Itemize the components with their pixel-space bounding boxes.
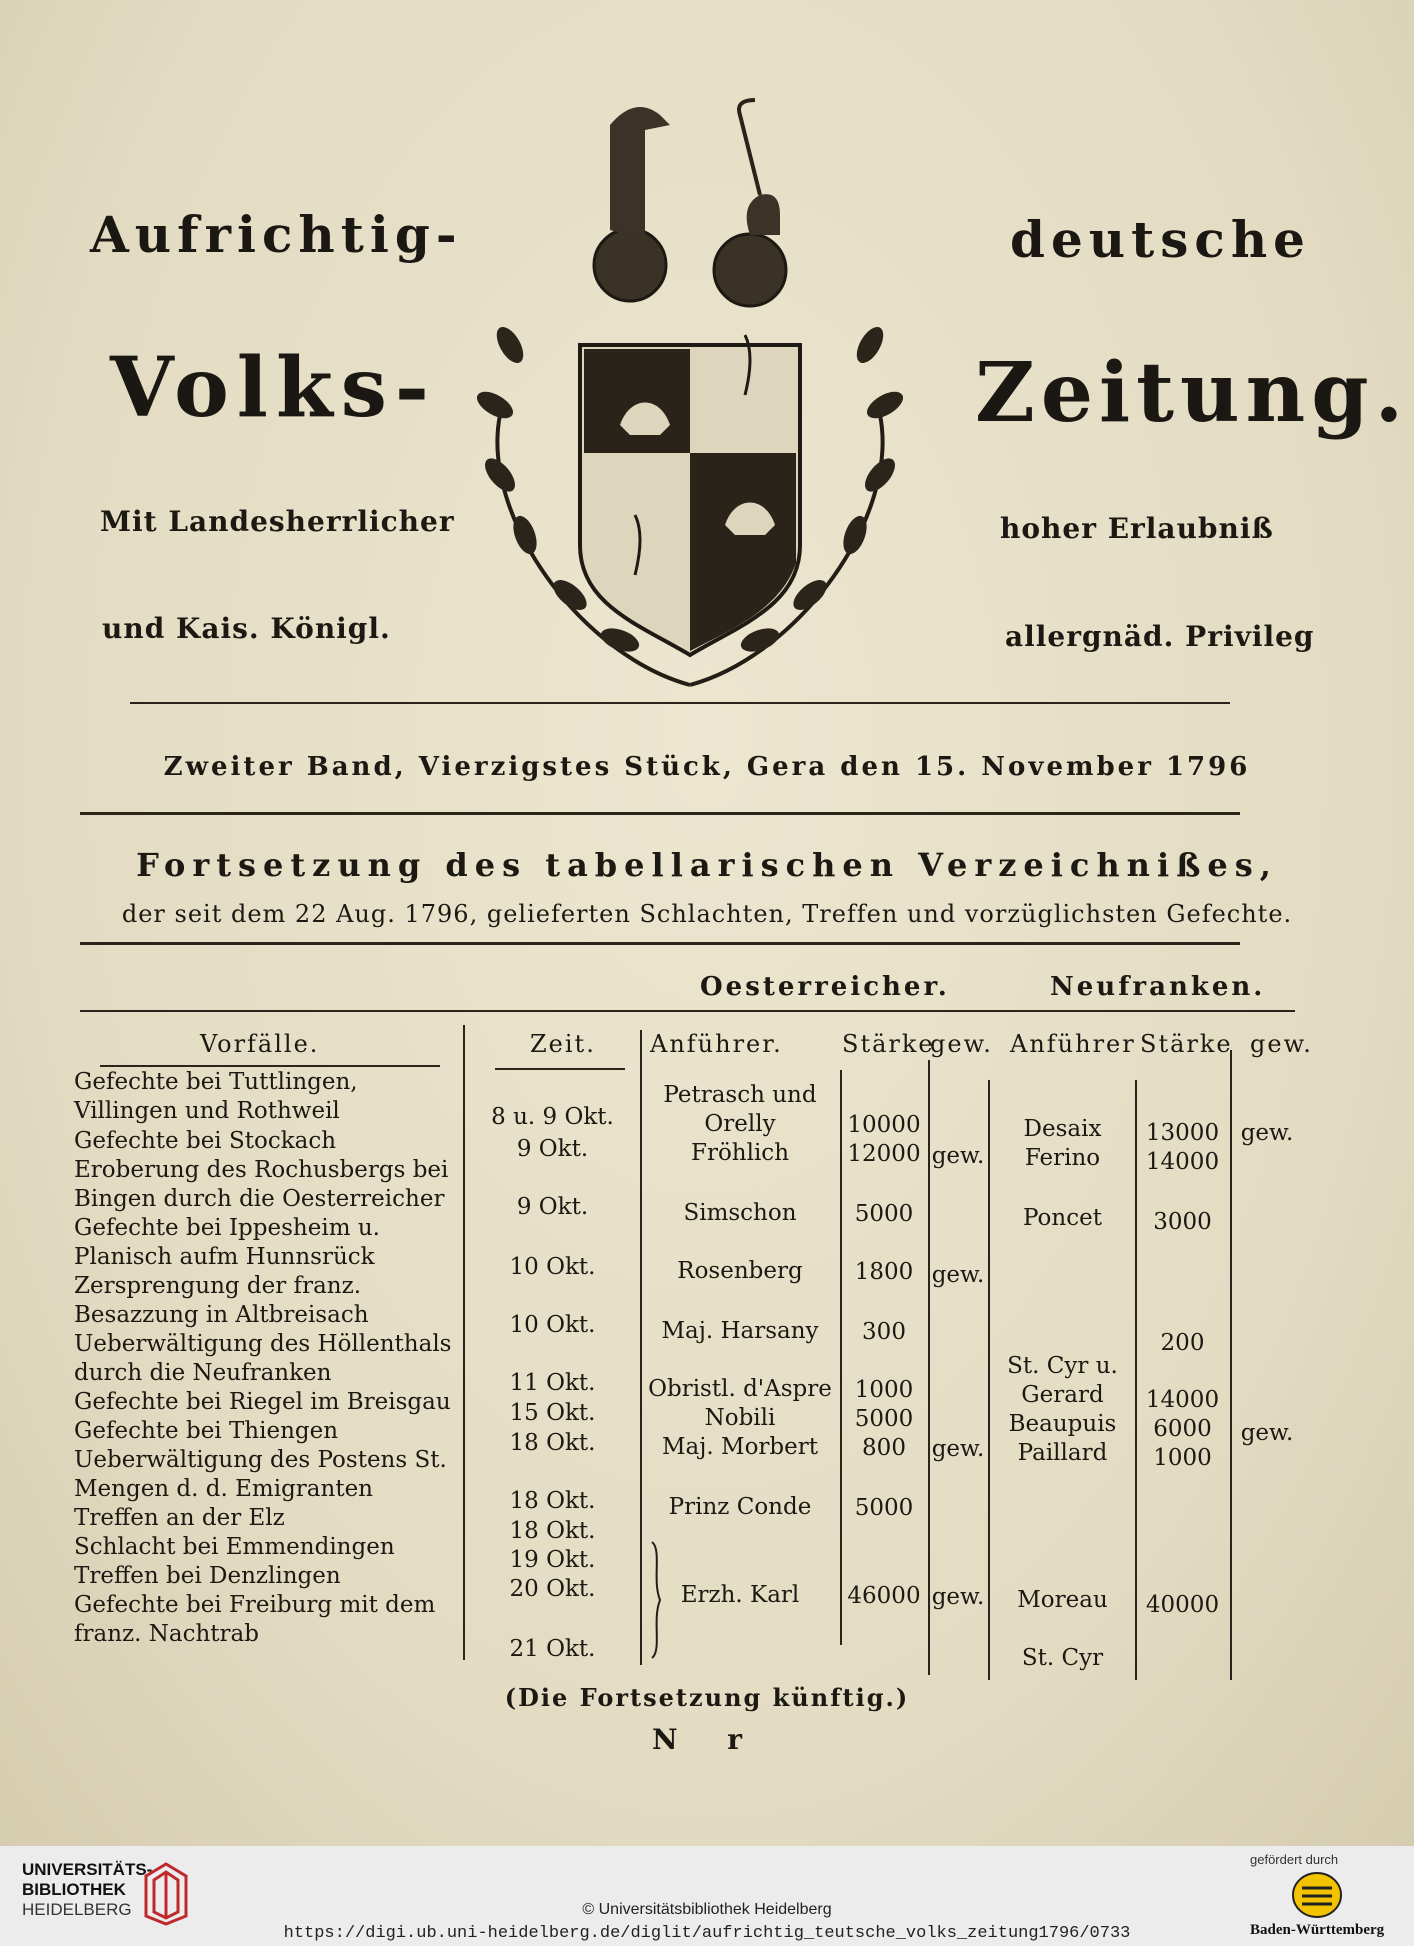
strength-austrians-cell: 1000: [854, 1377, 914, 1403]
leader-franks-cell: Ferino: [1024, 1145, 1101, 1171]
strength-austrians-cell: 12000: [847, 1141, 921, 1167]
leader-franks-cell: Paillard: [1017, 1440, 1108, 1466]
leader-franks-cell: Poncet: [1023, 1205, 1102, 1231]
library-line-3: HEIDELBERG: [22, 1900, 132, 1919]
strength-austrians-cell: 300: [862, 1319, 906, 1345]
time-cell: 8 u. 9 Okt.: [491, 1104, 614, 1130]
strength-franks-cell: 14000: [1145, 1149, 1220, 1175]
won-franks-cell: gew.: [1240, 1420, 1294, 1446]
leader-franks-cell: Moreau: [1017, 1587, 1108, 1613]
won-franks-cell: gew.: [1240, 1120, 1294, 1146]
time-cell: 9 Okt.: [516, 1194, 589, 1220]
strength-franks-cell: 1000: [1153, 1445, 1212, 1471]
rule-issue: [80, 812, 1240, 815]
privilege-right-1: hoher Erlaubniß: [1000, 512, 1274, 545]
rule-col-time: [495, 1068, 625, 1070]
source-url[interactable]: https://digi.ub.uni-heidelberg.de/diglit/aufrichtig_teutsche_volks_zeitung1796/0733: [283, 1924, 1131, 1943]
time-cell: 11 Okt.: [509, 1370, 596, 1396]
strength-austrians-cell: 5000: [854, 1201, 914, 1227]
leader-austrians-cell: Simschon: [683, 1200, 797, 1226]
col-leader-franks: Anführer: [1010, 1030, 1136, 1058]
event-row: Gefechte bei Tuttlingen, Villingen und Rothweil: [74, 1069, 358, 1124]
privilege-right-2: allergnäd. Privileg: [1005, 620, 1315, 653]
time-cell: 19 Okt.: [509, 1547, 596, 1573]
col-strength-franks: Stärke: [1140, 1030, 1233, 1058]
copyright-text: © Universitätsbibliothek Heidelberg: [582, 1901, 832, 1918]
strength-franks-cell: 200: [1160, 1330, 1205, 1356]
masthead-title-left-big: Volks-: [110, 340, 437, 436]
signature-mark: N r: [651, 1723, 763, 1756]
won-austrians-cell: gew.: [931, 1436, 985, 1462]
event-row: Gefechte bei Stockach: [74, 1128, 337, 1154]
event-row: Schlacht bei Emmendingen: [74, 1534, 395, 1560]
time-cell: 9 Okt.: [516, 1136, 589, 1162]
strength-austrians-cell: 46000: [847, 1583, 921, 1609]
time-cell: 10 Okt.: [509, 1312, 596, 1338]
strength-franks-cell: 3000: [1153, 1209, 1212, 1235]
col-won-austrians: gew.: [930, 1030, 993, 1058]
leader-franks-cell: Beaupuis: [1008, 1411, 1117, 1437]
event-row: Treffen an der Elz: [74, 1505, 285, 1531]
leader-austrians-cell: Maj. Morbert: [662, 1434, 818, 1460]
col-won-franks: gew.: [1250, 1030, 1313, 1058]
strength-franks-cell: 40000: [1145, 1592, 1220, 1618]
coat-of-arms-icon: [460, 95, 920, 695]
leader-austrians-cell: Obristl. d'Aspre: [648, 1376, 832, 1402]
leader-franks-cell: St. Cyr: [1021, 1645, 1104, 1671]
event-row: Ueberwältigung des Postens St. Mengen d. d. Emigranten: [74, 1447, 447, 1502]
masthead-title-right-top: deutsche: [1010, 210, 1311, 269]
funded-by-label: gefördert durch: [1250, 1852, 1339, 1867]
time-cell: 15 Okt.: [509, 1400, 596, 1426]
strength-austrians-cell: 5000: [854, 1406, 914, 1432]
time-cell: 20 Okt.: [509, 1576, 596, 1602]
won-austrians-cell: gew.: [931, 1143, 985, 1169]
strength-franks-cell: 14000: [1145, 1387, 1220, 1413]
time-cell: 10 Okt.: [509, 1254, 596, 1280]
col-events: Vorfälle.: [200, 1030, 320, 1058]
article-subheading: der seit dem 22 Aug. 1796, gelieferten Schlachten, Treffen und vorzüglichsten Gefechte.: [121, 900, 1293, 928]
event-row: Gefechte bei Thiengen: [74, 1418, 339, 1444]
state-emblem-icon: [1290, 1870, 1344, 1920]
leader-austrians-cell: Fröhlich: [690, 1140, 790, 1166]
time-cell: 21 Okt.: [509, 1636, 596, 1662]
time-cell: 18 Okt.: [509, 1430, 596, 1456]
time-cell: 18 Okt.: [509, 1518, 596, 1544]
event-row: Ueberwältigung des Höllenthals durch die Neufranken: [74, 1331, 452, 1386]
privilege-left-1: Mit Landesherrlicher: [100, 505, 455, 538]
event-row: Zersprengung der franz. Besazzung in Altbreisach: [74, 1273, 369, 1328]
leader-franks-cell: Gerard: [1021, 1382, 1104, 1408]
strength-austrians-cell: 800: [862, 1435, 906, 1461]
col-strength-austrians: Stärke: [842, 1030, 935, 1058]
group-austrians: Oesterreicher.: [700, 972, 950, 1002]
leader-austrians-cell: Rosenberg: [677, 1258, 803, 1284]
state-name: Baden-Württemberg: [1250, 1922, 1385, 1938]
col-time: Zeit.: [530, 1030, 596, 1058]
leader-austrians-cell: Erzh. Karl: [680, 1582, 800, 1608]
leader-austrians-cell: Nobili: [704, 1405, 776, 1431]
leader-franks-cell: Desaix: [1023, 1116, 1102, 1142]
masthead-title-right-big: Zeitung.: [975, 345, 1410, 441]
rule-group: [80, 1010, 1295, 1012]
library-line-2: BIBLIOTHEK: [22, 1880, 126, 1899]
col-leader-austrians: Anführer.: [650, 1030, 783, 1058]
continuation-note: (Die Fortsetzung künftig.): [504, 1683, 910, 1712]
event-row: Gefechte bei Freiburg mit dem franz. Nachtrab: [74, 1592, 436, 1647]
library-line-1: UNIVERSITÄTS-: [22, 1860, 153, 1879]
leader-austrians-cell: Maj. Harsany: [661, 1318, 819, 1344]
event-row: Eroberung des Rochusbergs bei Bingen durch die Oesterreicher: [74, 1157, 449, 1212]
rule-heading: [80, 942, 1240, 945]
brace-icon: [648, 1540, 668, 1660]
leader-austrians-cell: Petrasch und: [663, 1082, 817, 1108]
leader-austrians-cell: Prinz Conde: [668, 1494, 812, 1520]
rule-col-events: [100, 1065, 440, 1067]
strength-franks-cell: 6000: [1153, 1416, 1212, 1442]
article-heading: Fortsetzung des tabellarischen Verzeichnißes,: [136, 846, 1278, 884]
strength-austrians-cell: 1800: [854, 1259, 914, 1285]
leader-franks-cell: St. Cyr u.: [1007, 1353, 1118, 1379]
vline-2: [640, 1030, 642, 1665]
event-row: Gefechte bei Ippesheim u. Planisch aufm Hunnsrück: [74, 1215, 380, 1270]
event-row: Gefechte bei Riegel im Breisgau: [74, 1389, 451, 1415]
won-austrians-cell: gew.: [931, 1584, 985, 1610]
privilege-left-2: und Kais. Königl.: [102, 612, 391, 645]
strength-austrians-cell: 10000: [847, 1112, 921, 1138]
group-franks: Neufranken.: [1050, 972, 1266, 1002]
won-austrians-cell: gew.: [931, 1262, 985, 1288]
issue-line: Zweiter Band, Vierzigstes Stück, Gera den 15. November 1796: [163, 752, 1251, 782]
event-row: Treffen bei Denzlingen: [74, 1563, 341, 1589]
leader-austrians-cell: Orelly: [704, 1111, 776, 1137]
rule-top: [130, 702, 1230, 704]
strength-austrians-cell: 5000: [854, 1495, 914, 1521]
strength-franks-cell: 13000: [1145, 1120, 1220, 1146]
masthead-title-left-top: Aufrichtig-: [90, 205, 463, 264]
time-cell: 18 Okt.: [509, 1488, 596, 1514]
